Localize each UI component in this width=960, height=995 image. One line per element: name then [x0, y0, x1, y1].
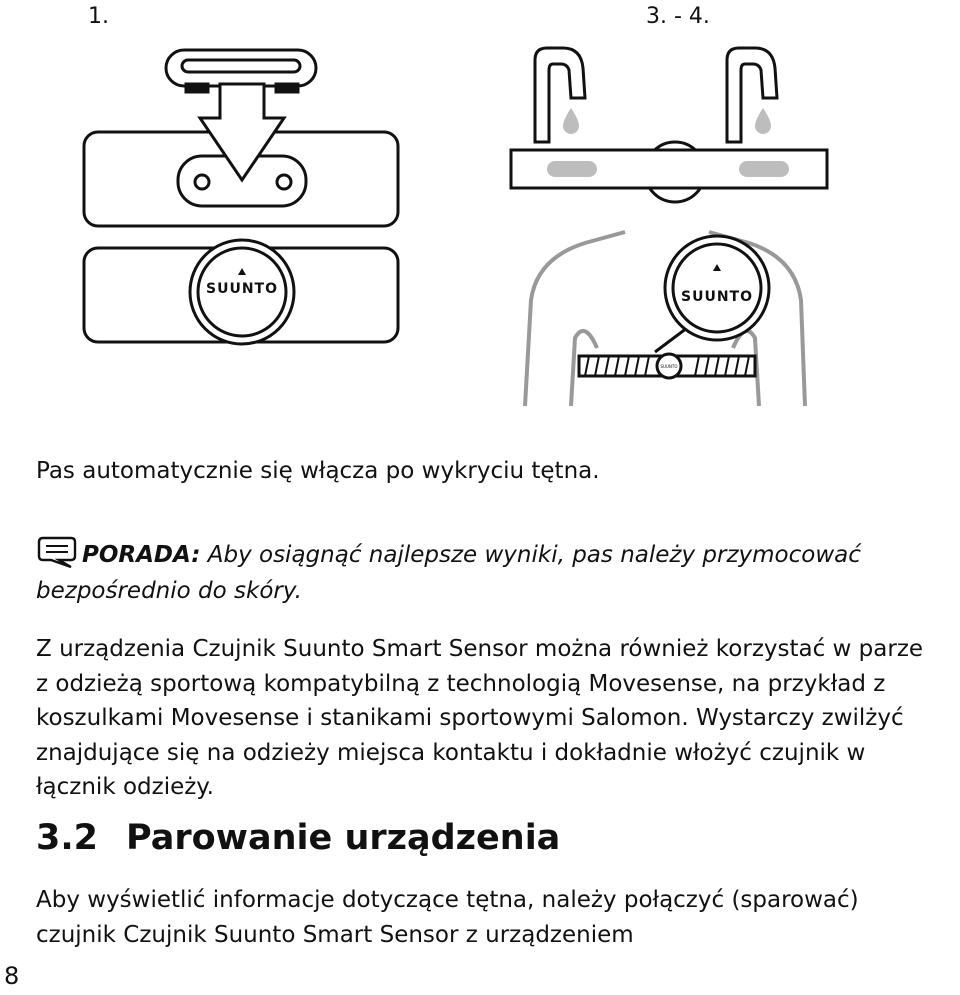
movesense-paragraph: Z urządzenia Czujnik Suunto Smart Sensor można również korzystać w parze z odzieżą sportową kompatybilną z technologią Movesense, na przykład z koszulkami Movesense i stanikami sportowymi Salomon. Wystarczy zwilżyć znajdujące się na odzieży miejsca kontaktu i dokładnie włożyć czujnik w łącznik odzieży. — [36, 636, 924, 800]
page-number: 8 — [4, 962, 20, 990]
step-1-label: 1. — [88, 4, 109, 29]
tip-label: PORADA: — [82, 542, 201, 568]
electrode-right — [739, 161, 789, 177]
small-pod-brand-mark: SUUNTO — [660, 364, 678, 369]
tip-note — [36, 536, 936, 609]
water-drop-icon — [563, 108, 579, 134]
strap-wearing-illustration — [505, 38, 835, 408]
pod-brand-mark: SUUNTO — [681, 289, 753, 305]
pairing-paragraph: Aby wyświetlić informacje dotyczące tętna, należy połączyć (sparować) czujnik Czujnik Suunto Smart Sensor z urządzeniem — [36, 887, 859, 948]
section-number: 3.2 — [36, 818, 99, 858]
section-title: Parowanie urządzenia — [126, 818, 561, 858]
sensor-brand-mark: SUUNTO — [206, 281, 278, 297]
step-3-4-label: 3. - 4. — [646, 4, 710, 29]
tip-text: Aby osiągnąć najlepsze wyniki, pas należy przymocować bezpośrednio do skóry. — [36, 542, 861, 604]
water-drop-icon — [755, 108, 771, 134]
section-heading — [36, 818, 560, 858]
electrode-left — [547, 161, 597, 177]
sensor-attach-illustration — [70, 40, 430, 350]
auto-start-paragraph: Pas automatycznie się włącza po wykryciu tętna. — [36, 458, 600, 484]
tip-speech-bubble-icon — [36, 536, 78, 568]
